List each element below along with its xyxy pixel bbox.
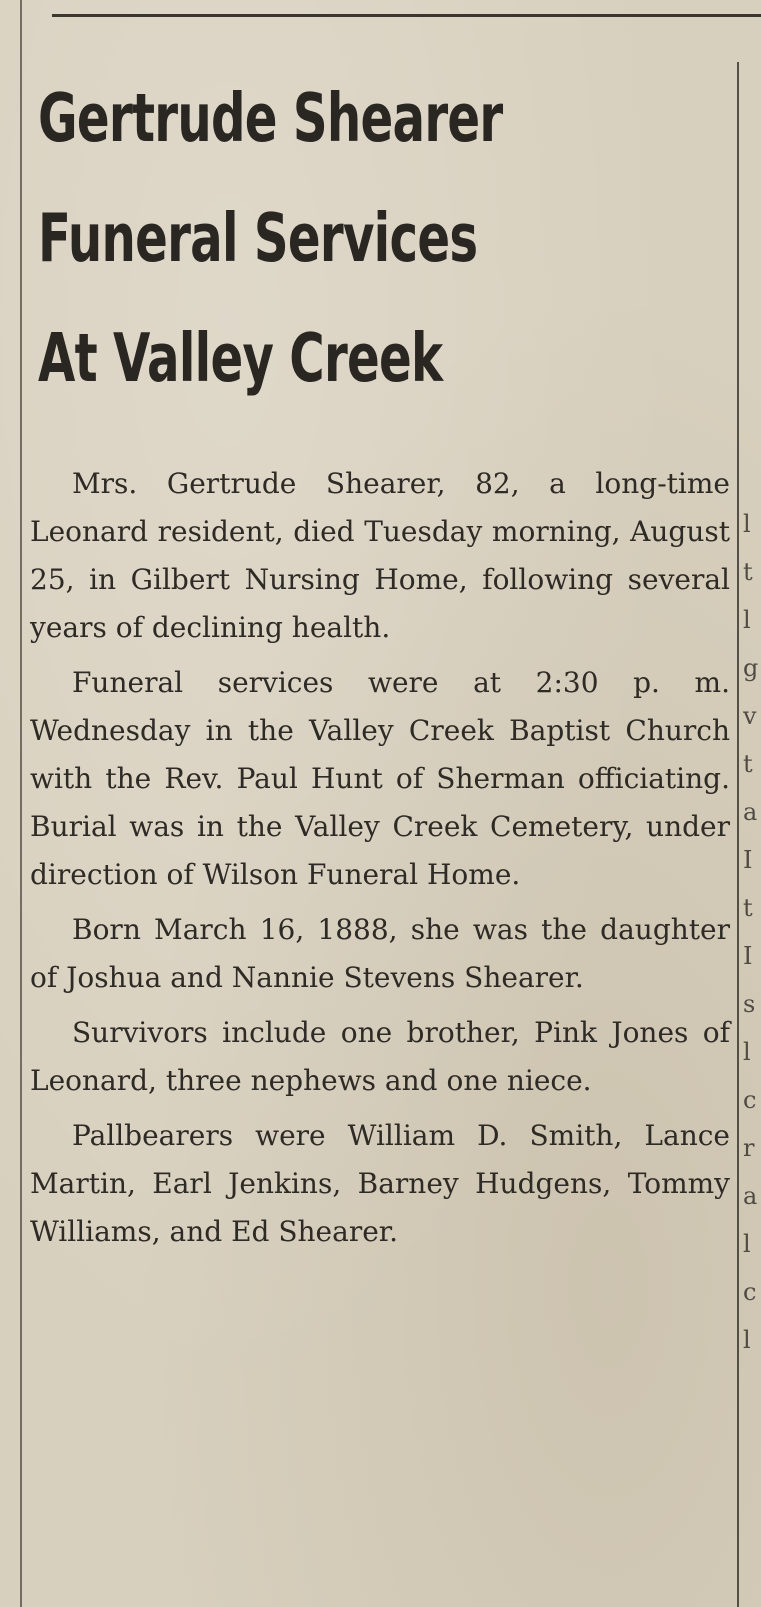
headline-line-1: Gertrude Shearer (38, 79, 503, 157)
paragraph-death-notice: Mrs. Gertrude Shearer, 82, a long-time Leonard resident, died Tuesday morning, August 25, in Gilbert Nursing Home, following several years of declining health. (30, 467, 730, 644)
headline-line-2: Funeral Services (38, 199, 478, 277)
left-column-rule (20, 0, 22, 1607)
paragraph-funeral-services: Funeral services were at 2:30 p. m. Wednesday in the Valley Creek Baptist Church with the Rev. Paul Hunt of Sherman officiating. Burial was in the Valley Creek Cemetery, under direction of Wilson Funeral Home. (30, 666, 730, 891)
paragraph-birth: Born March 16, 1888, she was the daughter of Joshua and Nannie Stevens Shearer. (30, 913, 730, 994)
article-body (30, 460, 730, 1263)
top-column-rule (52, 14, 761, 17)
right-column-rule (737, 62, 739, 1607)
paragraph-survivors: Survivors include one brother, Pink Jones of Leonard, three nephews and one niece. (30, 1016, 730, 1097)
adjacent-column-fragment: l t l g v t a I t I s l c r a l c l (743, 510, 759, 1354)
paragraph-pallbearers: Pallbearers were William D. Smith, Lance Martin, Earl Jenkins, Barney Hudgens, Tommy Williams, and Ed Shearer. (30, 1119, 730, 1248)
headline-line-3: At Valley Creek (38, 319, 443, 397)
headline (38, 58, 528, 418)
